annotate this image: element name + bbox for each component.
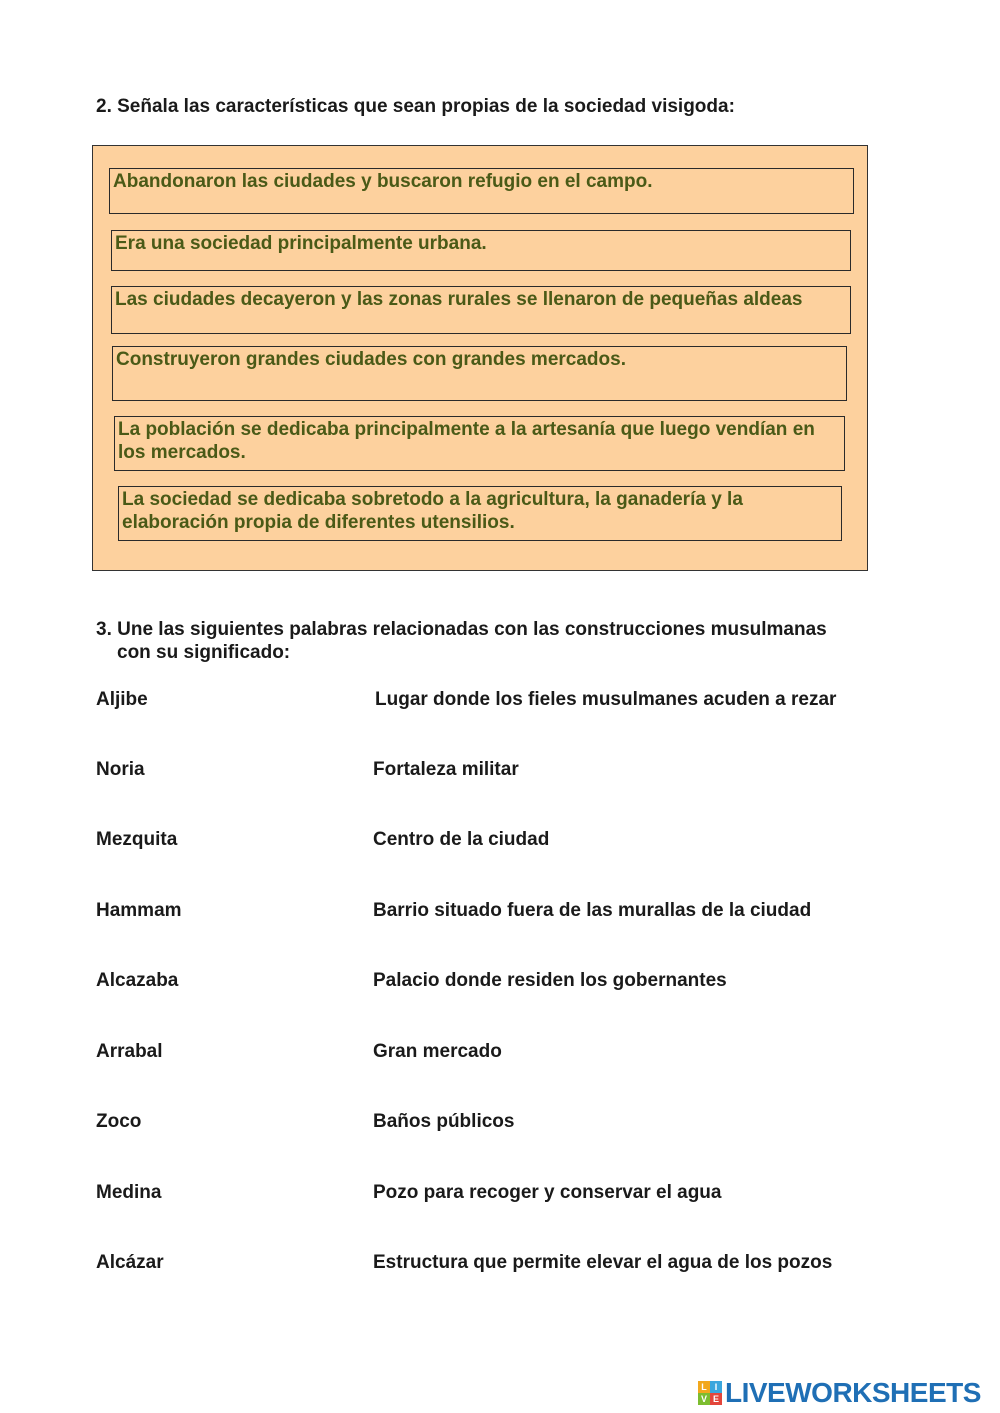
match-row [96,828,896,852]
definition-centro[interactable]: Centro de la ciudad [373,829,550,850]
option-sociedad-urbana[interactable]: Era una sociedad principalmente urbana. [111,230,851,271]
match-row [96,1110,896,1134]
term-mezquita[interactable]: Mezquita [96,829,178,850]
term-zoco[interactable]: Zoco [96,1111,142,1132]
term-alcazaba[interactable]: Alcazaba [96,970,179,991]
options-panel [92,145,868,571]
liveworksheets-wordmark: LIVEWORKSHEETS [725,1377,981,1408]
match-row [96,1251,896,1275]
definition-mercado[interactable]: Gran mercado [373,1041,502,1062]
option-agricultura[interactable]: La sociedad se dedicaba sobretodo a la agricultura, la ganadería y la elaboración propia de diferentes utensilios. [118,486,842,541]
option-ciudades-decayeron[interactable]: Las ciudades decayeron y las zonas rurales se llenaron de pequeñas aldeas [111,286,851,334]
question-2-title: 2. Señala las características que sean propias de la sociedad visigoda: [96,96,735,117]
term-aljibe[interactable]: Aljibe [96,689,148,710]
liveworksheets-logo [698,1378,981,1408]
match-row [96,969,896,993]
definition-banos[interactable]: Baños públicos [373,1111,515,1132]
term-hammam[interactable]: Hammam [96,900,182,921]
definition-palacio[interactable]: Palacio donde residen los gobernantes [373,970,727,991]
question-3-title-line2: con su significado: [117,642,291,663]
match-row [96,758,896,782]
liveworksheets-logo-icon: L I V E [698,1381,722,1405]
term-medina[interactable]: Medina [96,1182,162,1203]
definition-pozo[interactable]: Pozo para recoger y conservar el agua [373,1182,722,1203]
match-row [96,688,896,712]
term-noria[interactable]: Noria [96,759,145,780]
definition-rezar[interactable]: Lugar donde los fieles musulmanes acuden a rezar [375,689,837,710]
match-row [96,1040,896,1064]
option-grandes-ciudades[interactable]: Construyeron grandes ciudades con grandes mercados. [112,346,847,401]
question-3-title [96,618,896,664]
term-arrabal[interactable]: Arrabal [96,1041,163,1062]
question-3-title-line1: 3. Une las siguientes palabras relacionadas con las construcciones musulmanas [96,619,827,640]
term-alcazar[interactable]: Alcázar [96,1252,164,1273]
match-row [96,899,896,923]
option-artesania[interactable]: La población se dedicaba principalmente a la artesanía que luego vendían en los mercados. [114,416,845,471]
definition-estructura[interactable]: Estructura que permite elevar el agua de los pozos [373,1252,833,1273]
match-row [96,1181,896,1205]
definition-fortaleza[interactable]: Fortaleza militar [373,759,519,780]
definition-barrio[interactable]: Barrio situado fuera de las murallas de la ciudad [373,900,812,921]
option-abandonaron-ciudades[interactable]: Abandonaron las ciudades y buscaron refugio en el campo. [109,168,854,214]
